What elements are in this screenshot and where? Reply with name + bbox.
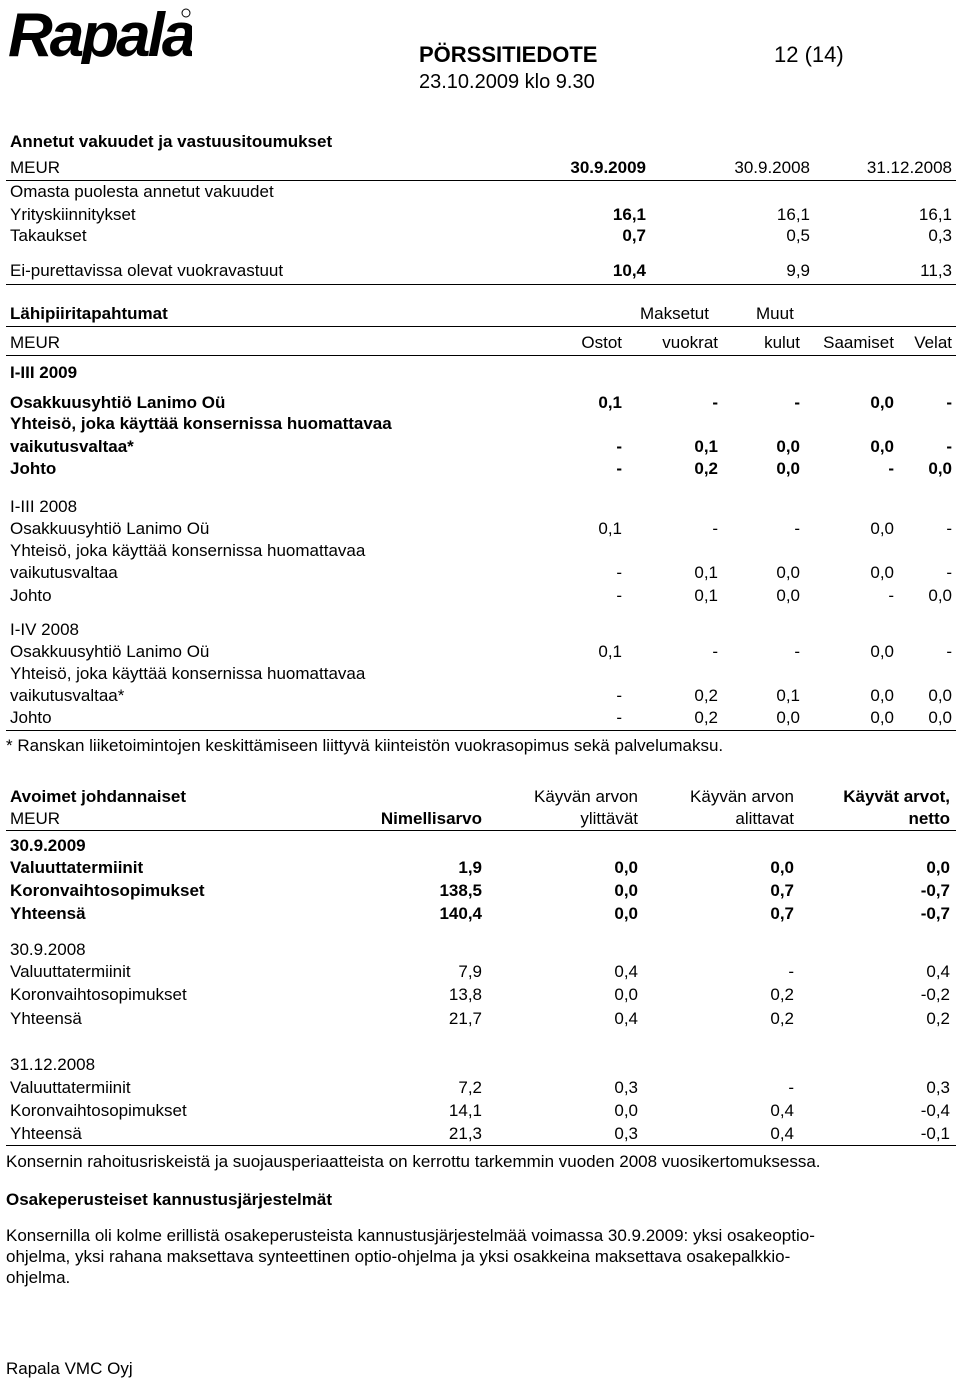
cell: 21,3: [448, 1124, 482, 1143]
cell: 0,0: [614, 985, 638, 1004]
derivatives-label: Yhteensä: [10, 1009, 82, 1028]
cell: 0,0: [776, 437, 800, 456]
cell: 0,0: [928, 586, 952, 605]
related-label: Johto: [10, 459, 57, 478]
related-col: Velat: [914, 333, 952, 352]
cell: 0,0: [614, 904, 638, 923]
cell: 0,1: [598, 519, 622, 538]
related-period: I-III 2008: [10, 497, 78, 516]
related-footnote: * Ranskan liiketoimintojen keskittämiseen liittyvä kiinteistön vuokrasopimus sekä palvelumaksu.: [6, 736, 724, 755]
derivatives-label: Yhteensä: [10, 1124, 82, 1143]
cell: 11,3: [920, 261, 952, 280]
cell: -: [616, 686, 622, 705]
cell: -: [712, 642, 718, 661]
derivatives-col: Nimellisarvo: [380, 809, 482, 828]
derivatives-label: Koronvaihtosopimukset: [10, 881, 205, 900]
related-label: Johto: [10, 586, 52, 605]
cell: -: [616, 563, 622, 582]
related-label: Osakkuusyhtiö Lanimo Oü: [10, 519, 210, 538]
incentives-text-line: ohjelma.: [6, 1268, 71, 1287]
cell: -: [946, 519, 952, 538]
related-meur: MEUR: [10, 333, 61, 352]
related-period: I-IV 2008: [10, 620, 79, 639]
cell: 0,3: [614, 1078, 638, 1097]
cell: 0,0: [928, 686, 952, 705]
release-date: 23.10.2009 klo 9.30: [419, 71, 595, 93]
cell: 0,5: [786, 226, 810, 245]
related-col: Saamiset: [823, 333, 894, 352]
svg-text:Rapala: Rapala: [8, 4, 192, 64]
cell: -: [794, 393, 800, 412]
cell: 0,0: [776, 708, 800, 727]
cell: -0,2: [920, 985, 950, 1004]
cell: 0,1: [694, 437, 718, 456]
cell: -0,4: [920, 1101, 950, 1120]
cell: -0,1: [920, 1124, 950, 1143]
row-yrityskiinnitykset: Yrityskiinnitykset: [10, 205, 136, 224]
cell: -: [888, 586, 894, 605]
cell: 0,7: [770, 904, 794, 923]
cell: 16,1: [612, 205, 646, 224]
cell: 7,9: [458, 962, 482, 981]
cell: -: [946, 437, 952, 456]
cell: 0,4: [770, 1101, 794, 1120]
incentives-text-line: Konsernilla oli kolme erillistä osakeperusteista kannustusjärjestelmää voimassa 30.9.2009: yksi osakeoptio-: [6, 1226, 815, 1245]
cell: 0,0: [870, 708, 894, 727]
derivatives-col-top: Käyvän arvon: [690, 787, 794, 806]
related-label: Yhteisö, joka käyttää konsernissa huomattavaa: [10, 541, 366, 560]
cell: -: [616, 459, 622, 478]
guarantees-meur: MEUR: [10, 158, 61, 177]
doc-title: PÖRSSITIEDOTE: [419, 42, 598, 67]
cell: 0,0: [926, 858, 950, 877]
cell: 0,2: [926, 1009, 950, 1028]
cell: 0,0: [776, 586, 800, 605]
cell: 0,2: [770, 1009, 794, 1028]
derivatives-label: Koronvaihtosopimukset: [10, 985, 187, 1004]
cell: 0,1: [694, 586, 718, 605]
cell: 0,0: [870, 686, 894, 705]
cell: 10,4: [612, 261, 646, 280]
cell: 0,0: [770, 858, 794, 877]
related-title: Lähipiiritapahtumat: [10, 304, 168, 323]
cell: 0,2: [694, 686, 718, 705]
cell: 0,2: [694, 708, 718, 727]
cell: 0,0: [614, 858, 638, 877]
cell: 0,0: [870, 519, 894, 538]
related-head-maksetut: Maksetut: [640, 304, 709, 323]
rapala-logo: [6, 4, 192, 69]
derivatives-title: Avoimet johdannaiset: [10, 787, 187, 806]
related-label: Johto: [10, 708, 52, 727]
cell: 0,0: [870, 437, 894, 456]
cell: 0,3: [614, 1124, 638, 1143]
cell: -: [712, 519, 718, 538]
cell: -: [788, 1078, 794, 1097]
cell: 0,0: [928, 708, 952, 727]
guarantees-col-2: 30.9.2008: [734, 158, 810, 177]
cell: -0,7: [920, 881, 950, 900]
cell: 1,9: [458, 858, 482, 877]
cell: 0,7: [770, 881, 794, 900]
cell: 140,4: [439, 904, 482, 923]
cell: 0,0: [614, 1101, 638, 1120]
cell: 0,2: [770, 985, 794, 1004]
cell: -: [888, 459, 894, 478]
related-label: Osakkuusyhtiö Lanimo Oü: [10, 393, 226, 412]
cell: 0,1: [776, 686, 800, 705]
related-label: vaikutusvaltaa*: [10, 686, 125, 705]
cell: 9,9: [786, 261, 810, 280]
cell: 13,8: [448, 985, 482, 1004]
related-head-muut: Muut: [756, 304, 794, 323]
cell: 21,7: [448, 1009, 482, 1028]
cell: 16,1: [918, 205, 952, 224]
related-label: Osakkuusyhtiö Lanimo Oü: [10, 642, 210, 661]
derivatives-date: 31.12.2008: [10, 1055, 96, 1074]
cell: 0,0: [776, 459, 800, 478]
cell: 0,0: [870, 393, 894, 412]
cell: -0,7: [920, 904, 950, 923]
cell: 0,3: [928, 226, 952, 245]
footer-company: Rapala VMC Oyj: [6, 1359, 133, 1378]
cell: 0,1: [598, 393, 622, 412]
cell: 0,1: [694, 563, 718, 582]
cell: -: [616, 586, 622, 605]
cell: -: [712, 393, 718, 412]
guarantees-title: Annetut vakuudet ja vastuusitoumukset: [10, 132, 333, 151]
derivatives-label: Valuuttatermiinit: [10, 962, 131, 981]
related-label: Yhteisö, joka käyttää konsernissa huomattavaa: [10, 664, 366, 683]
cell: 0,4: [614, 962, 638, 981]
derivatives-label: Koronvaihtosopimukset: [10, 1101, 187, 1120]
derivatives-col: netto: [908, 809, 950, 828]
cell: -: [616, 437, 622, 456]
cell: 138,5: [439, 881, 482, 900]
derivatives-col-top: Käyvät arvot,: [843, 787, 950, 806]
cell: -: [946, 563, 952, 582]
cell: -: [788, 962, 794, 981]
cell: 0,4: [614, 1009, 638, 1028]
cell: 0,2: [694, 459, 718, 478]
incentives-title: Osakeperusteiset kannustusjärjestelmät: [6, 1190, 332, 1209]
cell: 0,0: [870, 563, 894, 582]
cell: 16,1: [776, 205, 810, 224]
derivatives-col-top: Käyvän arvon: [534, 787, 638, 806]
row-lease: Ei-purettavissa olevat vuokravastuut: [10, 261, 284, 280]
derivatives-label: Yhteensä: [10, 904, 86, 923]
cell: -: [946, 393, 952, 412]
cell: 0,7: [622, 226, 646, 245]
cell: -: [794, 642, 800, 661]
cell: 0,3: [926, 1078, 950, 1097]
cell: 0,1: [598, 642, 622, 661]
related-col: kulut: [764, 333, 800, 352]
cell: -: [616, 708, 622, 727]
related-label: vaikutusvaltaa: [10, 563, 118, 582]
derivatives-date: 30.9.2009: [10, 836, 86, 855]
cell: 0,0: [614, 881, 638, 900]
guarantees-col-3: 31.12.2008: [866, 158, 952, 177]
page-number: 12 (14): [774, 42, 844, 67]
cell: 0,4: [770, 1124, 794, 1143]
related-period: I-III 2009: [10, 363, 78, 382]
derivatives-date: 30.9.2008: [10, 940, 86, 959]
cell: 14,1: [448, 1101, 482, 1120]
guarantees-col-1: 30.9.2009: [570, 158, 646, 177]
related-label: Yhteisö, joka käyttää konsernissa huomattavaa: [10, 414, 392, 433]
cell: -: [946, 642, 952, 661]
guarantees-section: Omasta puolesta annetut vakuudet: [10, 182, 274, 201]
incentives-text-line: ohjelma, yksi rahana maksettava synteettinen optio-ohjelma ja yksi osakkeina maksettava osakepalkkio-: [6, 1247, 791, 1266]
related-label: vaikutusvaltaa*: [10, 437, 134, 456]
cell: -: [794, 519, 800, 538]
cell: 7,2: [458, 1078, 482, 1097]
derivatives-meur: MEUR: [10, 809, 61, 828]
derivatives-col: alittavat: [735, 809, 794, 828]
row-takaukset: Takaukset: [10, 226, 87, 245]
related-col: vuokrat: [662, 333, 718, 352]
cell: 0,0: [776, 563, 800, 582]
cell: 0,0: [928, 459, 952, 478]
related-col: Ostot: [581, 333, 622, 352]
derivatives-col: ylittävät: [580, 809, 638, 828]
cell: 0,4: [926, 962, 950, 981]
derivatives-note: Konsernin rahoitusriskeistä ja suojausperiaatteista on kerrottu tarkemmin vuoden 2008 vuosikertomuksessa.: [6, 1152, 821, 1171]
cell: 0,0: [870, 642, 894, 661]
derivatives-label: Valuuttatermiinit: [10, 858, 144, 877]
derivatives-label: Valuuttatermiinit: [10, 1078, 131, 1097]
